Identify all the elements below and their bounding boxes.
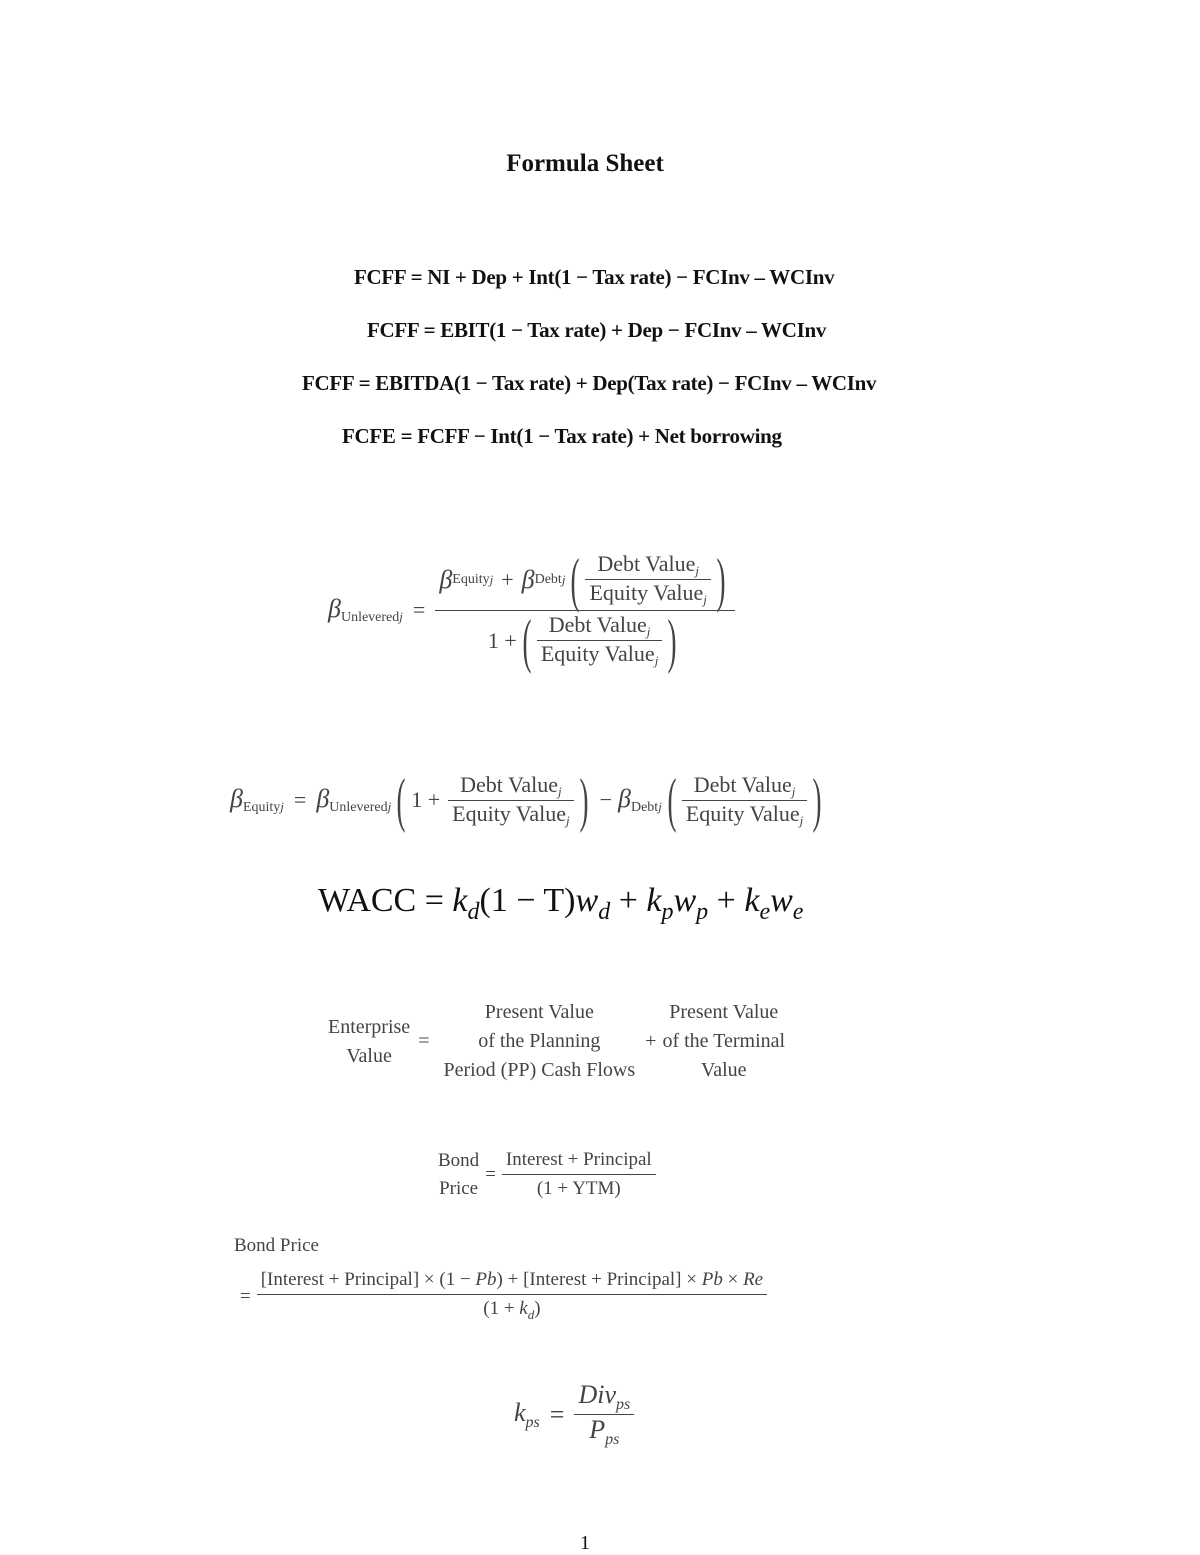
enterprise-value-formula: Enterprise Value = Present Value of the Planning Period (PP) Cash Flows + Present Value of the Terminal Value bbox=[328, 1001, 786, 1081]
unlevered-beta-formula bbox=[328, 535, 798, 685]
bond-price-simple-formula: Bond Price = $\frac{\text{Interest + Principal}}{\text{(1 + YTM)}}$ bbox=[438, 1146, 656, 1203]
bond-price-default-formula: = [Interest + Principal] × (1 − Pb) + [Interest + Principal] × Pb × Re $(1 + k_d)$ bbox=[240, 1266, 767, 1329]
wacc-formula: WACC = $k_d(1 - T)w_d + k_pw_p + k_ew_e$ bbox=[318, 882, 804, 925]
bond-price-default-label: Bond Price bbox=[234, 1235, 319, 1256]
kps-formula: $k_{ps}$ = $\frac{Div_{ps}}{P_{ps}}$ bbox=[514, 1380, 634, 1449]
page-title: Formula Sheet bbox=[506, 150, 664, 177]
page-number: 1 bbox=[580, 1532, 590, 1554]
fcfe-formula: FCFE = FCFF − Int(1 − Tax rate) + Net borrowing bbox=[342, 424, 782, 448]
fcff-formula-ebit: FCFF = EBIT(1 − Tax rate) + Dep − FCInv – WCInv bbox=[367, 318, 827, 342]
fcff-formula-ni: FCFF = NI + Dep + Int(1 − Tax rate) − FCInv – WCInv bbox=[354, 265, 835, 289]
unlevered-beta-lhs: βUnleveredj bbox=[328, 594, 403, 625]
unlevered-beta-fraction: β Equity j + β Debt j ( $\frac{\text{Debt Valuej}}{\text{Equity Valuej}}$ ) 1 + ( $\frac{\text{Debt Valuej}}{\text{Equity Valuej}}$ ) bbox=[435, 550, 735, 671]
equals-sign: = bbox=[412, 597, 426, 622]
fcff-formula-ebitda: FCFF = EBITDA(1 − Tax rate) + Dep(Tax rate) − FCInv – WCInv bbox=[302, 371, 877, 395]
equity-beta-formula: βEquityj = βUnleveredj ( 1 + $\frac{\text{Debt Valuej}}{\text{Equity Valuej}}$ ) − βDebtj ( $\frac{\text{Debt Valuej}}{\text{Equity Valuej}}$ ) bbox=[230, 767, 822, 833]
